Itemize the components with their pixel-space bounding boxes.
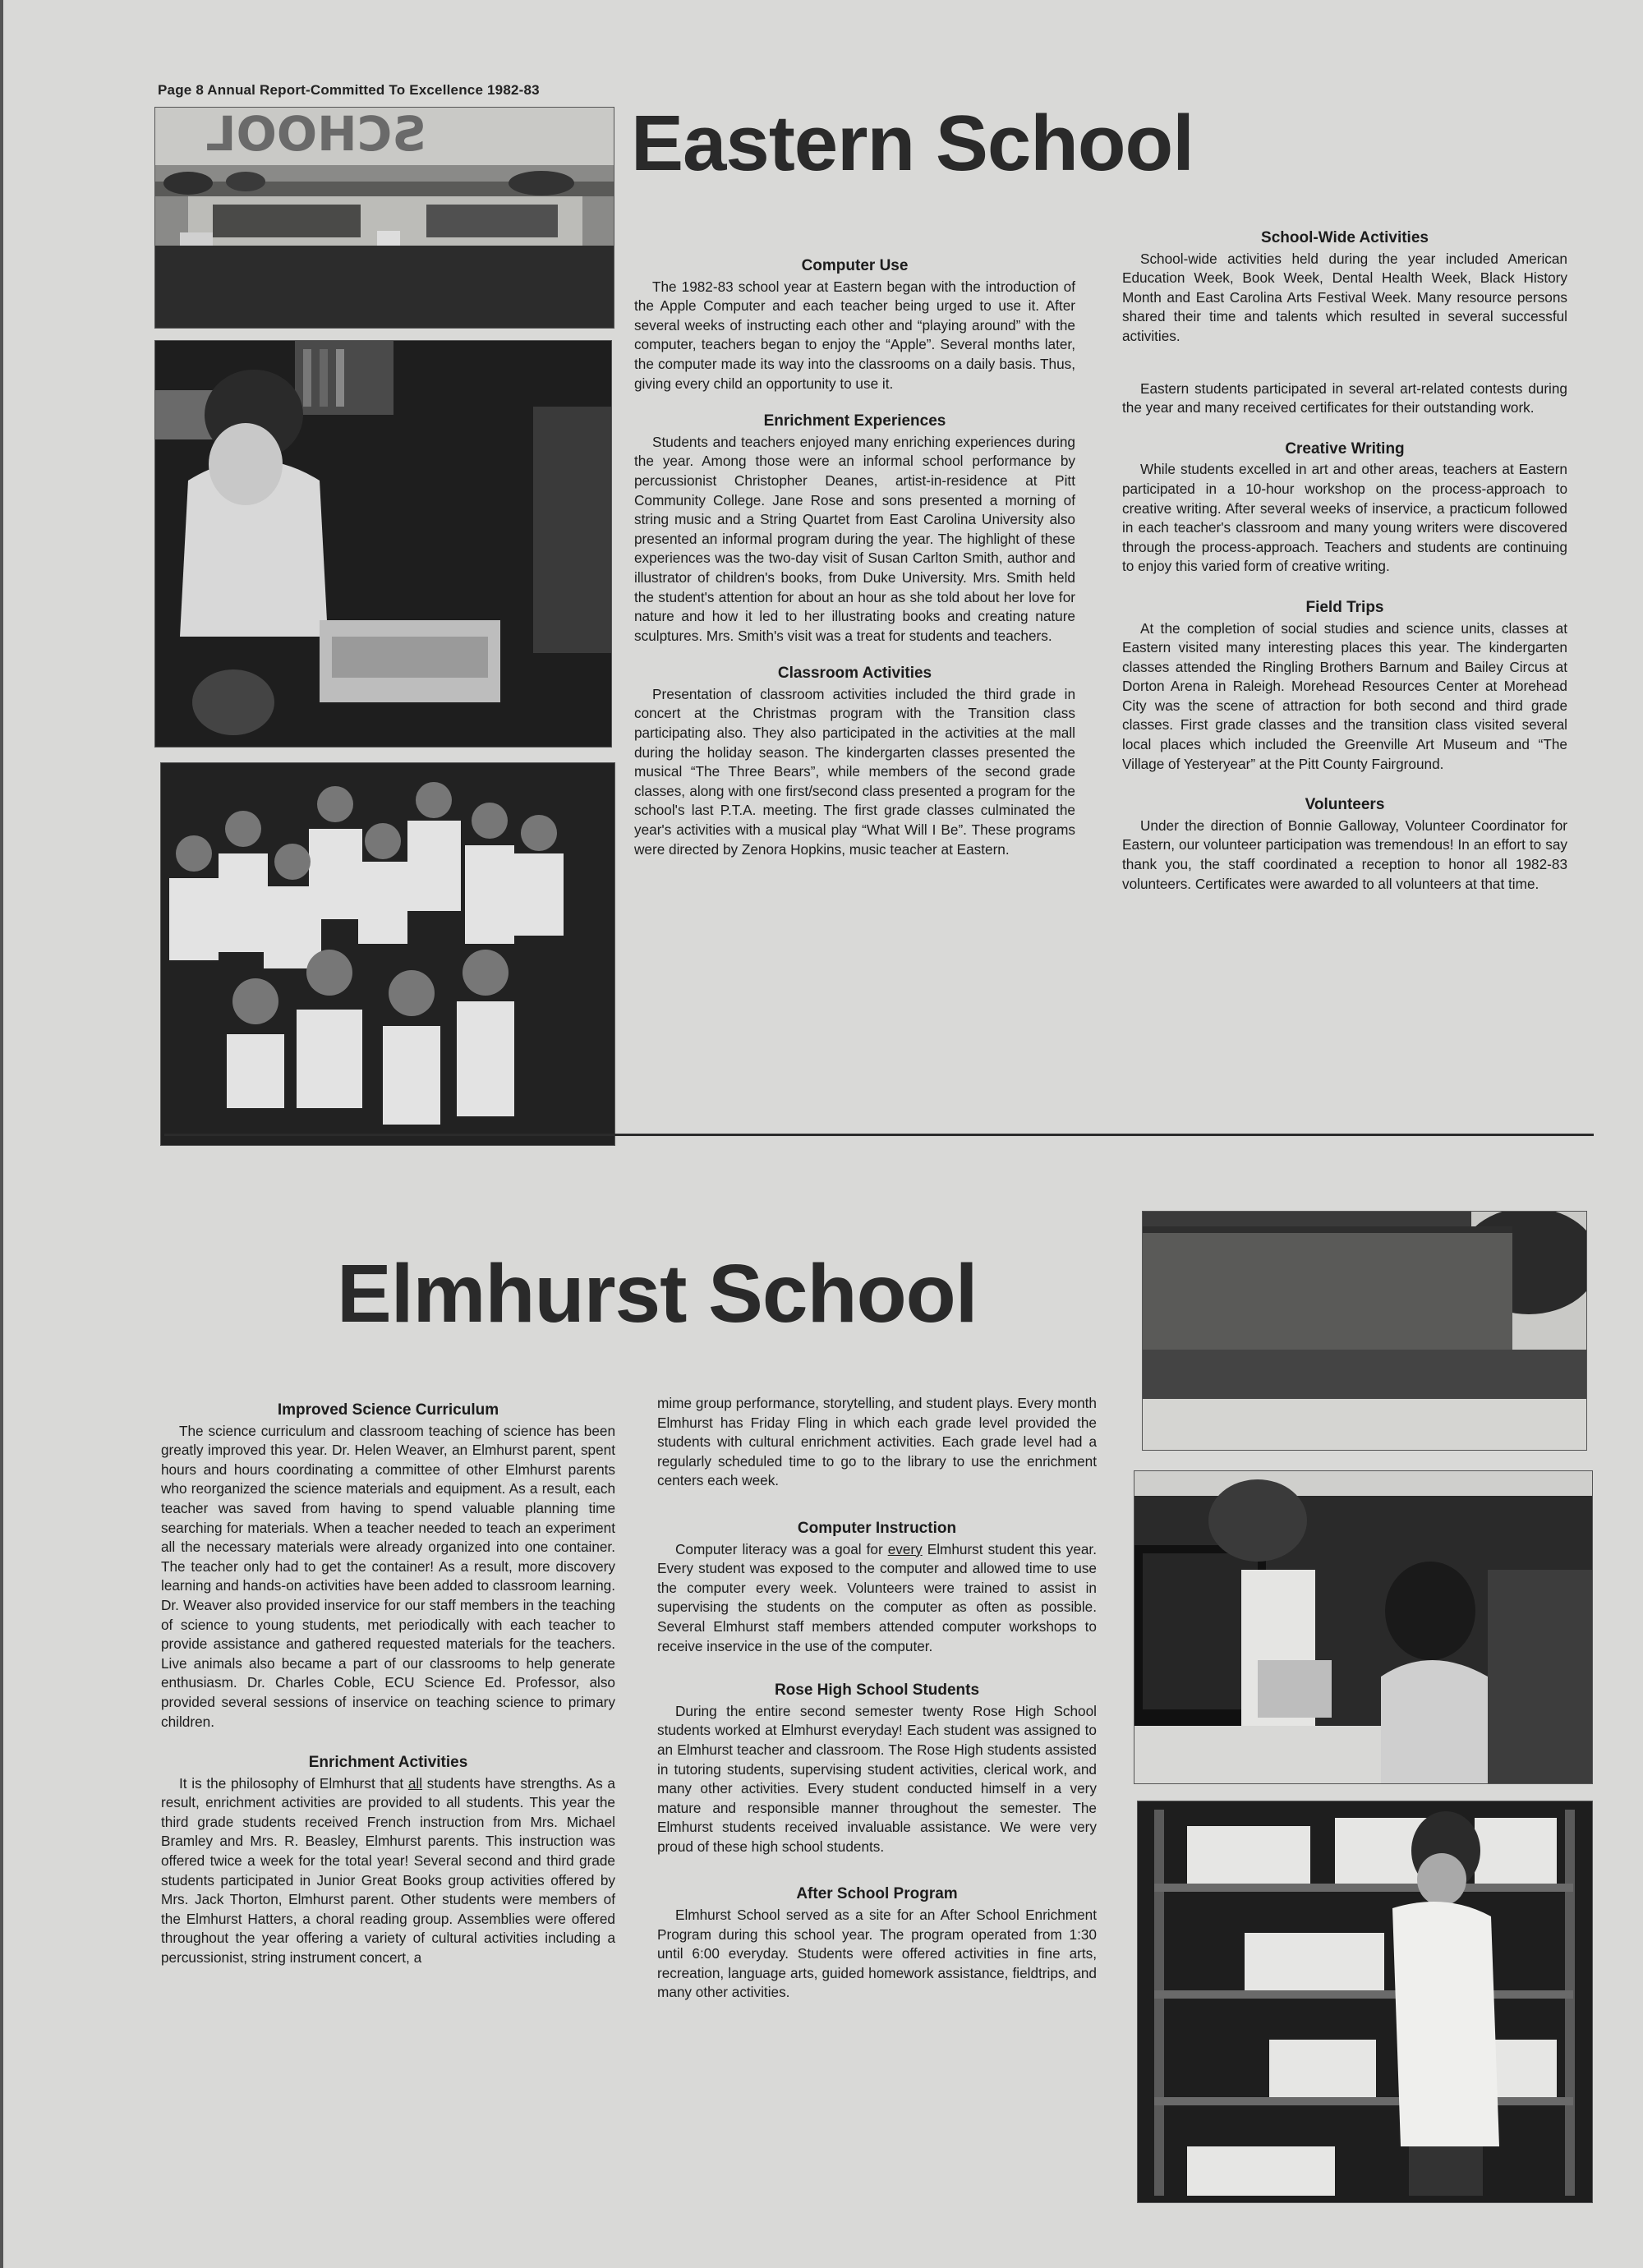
page-folio: Page 8 Annual Report-Committed To Excellence 1982-83 (158, 82, 540, 98)
elmhurst-shelves-photo (1137, 1801, 1593, 2203)
emphasis-text: every (887, 1540, 923, 1557)
section-heading: Creative Writing (1285, 439, 1405, 458)
body-text: Elmhurst student this year. Every student was exposed to the computer and allowed time to use the computer every week. Volunteers were trained to assist in supervising the students on the computer as often as possible. Several Elmhurst staff members attended computer workshops to receive inservice in the use of the computer. (657, 1540, 1097, 1654)
section-body: Presentation of classroom activities included the third grade in concert at the Christmas program with the Transition class participating also. They also participated in the activities at the mall during the holiday season. The kindergarten classes presented the musical “The Three Bears”, while members of the second grade classes, along with one first/second class presented a program for the school's last P.T.A. meeting. The first grade classes culminated the year's activities with a musical play “What Will I Be”. These programs were directed by Zenora Hopkins, music teacher at Eastern. (634, 685, 1075, 858)
section-enrichment-experiences (634, 412, 1075, 646)
section-art-contests (1122, 380, 1567, 418)
sign-text-reversed: SCHOOL (205, 108, 426, 162)
section-body: Eastern students participated in several art-related contests during the year and many received certificates for their outstanding work. (1122, 380, 1567, 416)
section-heading: Rose High School Students (774, 1681, 980, 1700)
eastern-computer-photo (154, 340, 612, 748)
body-text: students have strengths. As a result, enrichment activities are provided to all students. This year the third grade students received French instruction from Mrs. Michael Bramley and Mrs. R. Beasley, Elmhurst parents. This instruction was offered twice a week for the total year! Several second and third grade students participated in Junior Great Books group activities offered by Mrs. Jack Thorton, Elmhurst parent. Other students were members of the Elmhurst Hatters, a choral reading group. Assemblies were offered throughout the year offering a variety of cultural activities including a percussionist, string instrument concert, a (161, 1774, 615, 1967)
eastern-headline: Eastern School (631, 99, 1194, 187)
section-body: During the entire second semester twenty Rose High School students worked at Elmhurst everyday! Each student was assigned to an Elmhurst teacher and classroom. The Rose High students assisted in tutoring students, supervising student activities, clerical work, and many other activities. Every student conducted himself in a very mature and responsible manner throughout the semester. The Elmhurst students received invaluable assistance. We were very proud of these high school students. (657, 1702, 1097, 1855)
section-divider-rule (164, 1134, 1594, 1136)
eastern-group-photo (160, 762, 615, 1146)
section-heading: Enrichment Experiences (763, 412, 946, 430)
section-body: Elmhurst School served as a site for an After School Enrichment Program during this school year. The program operated from 1:30 until 6:00 everyday. Students were offered activities in fine arts, recreation, language arts, guided homework assistance, fieldtrips, and many other activities. (657, 1907, 1097, 2001)
section-classroom-activities (634, 664, 1075, 859)
section-body: The science curriculum and classroom teaching of science has been greatly improved this year. Dr. Helen Weaver, an Elmhurst parent, spent hours and hours coordinating a committee of other Elmhurst parents who reorganized the science materials and equipment. As a result, each teacher was saved from having to spend valuable planning time searching for materials. When a teacher needed to teach an experiment all the necessary materials were already organized into one container. The teacher only had to get the container! As a result, more discovery learning and hands-on activities have been added to classroom learning. Dr. Weaver also provided inservice for our staff members in the teaching of science to young students, met periodically with each teacher to provide assistance and gathered requested materials for the teachers. Live animals also became a part of our classrooms to help generate enthusiasm. Dr. Charles Coble, ECU Science Ed. Professor, also provided several sessions of inservice on teaching science to primary children. (161, 1422, 615, 1730)
eastern-column-2 (1122, 228, 1567, 894)
section-heading: Improved Science Curriculum (277, 1401, 499, 1419)
elmhurst-building-photo (1142, 1211, 1587, 1451)
section-body: While students excelled in art and other areas, teachers at Eastern participated in a 10-hour workshop on the process-approach to creative writing. After several weeks of inservice, a practicum followed in each teacher's classroom and many young writers were discovered through the process-approach. Teachers and students are continuing to enjoy this varied form of creative writing. (1122, 461, 1567, 575)
section-creative-writing (1122, 439, 1567, 577)
section-body: mime group performance, storytelling, and student plays. Every month Elmhurst has Friday Fling in which each grade level provided the students with cultural enrichment activities. Each grade level had a regularly scheduled time to go to the library to use the enrichment centers each week. (657, 1395, 1097, 1489)
section-heading: Field Trips (1305, 598, 1384, 616)
section-improved-science-curriculum (161, 1401, 615, 1732)
section-body: The 1982-83 school year at Eastern began with the introduction of the Apple Computer and each teacher being urged to use it. After several weeks of instructing each other and “playing around” with the computer, teachers began to enjoy the “Apple”. Several months later, the computer made its way into the classrooms on a daily basis. Thus, giving every child an opportunity to use it. (634, 278, 1075, 392)
section-after-school-program (657, 1884, 1097, 2003)
elmhurst-column-1 (161, 1401, 615, 1968)
elmhurst-computer-photo (1134, 1470, 1593, 1784)
section-heading: After School Program (796, 1885, 958, 1903)
section-heading: Computer Use (801, 257, 909, 274)
section-enrichment-activities (161, 1753, 615, 1968)
section-computer-instruction (657, 1519, 1097, 1656)
elmhurst-headline: Elmhurst School (337, 1248, 978, 1340)
section-body: Under the direction of Bonnie Galloway, Volunteer Coordinator for Eastern, our volunteer participation was tremendous! In an effort to say thank you, the staff coordinated a reception to honor all 1982-83 volunteers. Certificates were awarded to all volunteers at that time. (1122, 817, 1567, 892)
body-text: It is the philosophy of Elmhurst that (179, 1774, 408, 1792)
section-computer-use (634, 256, 1075, 393)
eastern-building-photo (154, 107, 614, 329)
emphasis-text: all (407, 1774, 423, 1792)
section-field-trips (1122, 598, 1567, 774)
body-text: Computer literacy was a goal for (675, 1540, 888, 1557)
elmhurst-column-2 (657, 1394, 1097, 2003)
section-school-wide-activities (1122, 228, 1567, 347)
section-body: School-wide activities held during the year included American Education Week, Book Week, Dental Health Week, Black History Month and East Carolina Arts Festival Week. Many resource persons shared their time and talents which resulted in several successful activities. (1122, 250, 1567, 344)
section-heading: Classroom Activities (777, 665, 932, 683)
page-edge (0, 0, 3, 2268)
eastern-column-1 (634, 256, 1075, 859)
section-rose-high-school-students (657, 1681, 1097, 1856)
section-heading: School-Wide Activities (1261, 229, 1429, 246)
section-body (161, 1774, 615, 1968)
section-body: Students and teachers enjoyed many enriching experiences during the year. Among those were an informal school performance by percussionist Christopher Deanes, artist-in-residence at Pitt Community College. Jane Rose and sons presented a morning of string music and a String Quartet from East Carolina University also presented an informal program during the year. The highlight of these experiences was the two-day visit of Susan Carlton Smith, author and illustrator of children's books, from Duke University. Mrs. Smith held the student's attention for about an hour as she told about her love for nature and how it led to her illustrating books and creating nature sculptures. Mrs. Smith's visit was a treat for students and teachers. (634, 433, 1075, 644)
section-body: At the completion of social studies and science units, classes at Eastern visited many interesting places this year. The kindergarten classes attended the Ringling Brothers Barnum and Bailey Circus at Dorton Arena in Raleigh. Morehead Resources Center at Morehead City was the scene of attraction for both second and third grade classes. First grade classes and the transition class visited several local places which included the Greenville Art Museum and “The Village of Yesteryear” at the Pitt County Fairground. (1122, 619, 1567, 772)
section-volunteers (1122, 795, 1567, 894)
section-heading: Enrichment Activities (308, 1754, 468, 1772)
section-body (657, 1540, 1097, 1657)
section-enrichment-continued (657, 1394, 1097, 1491)
section-heading: Computer Instruction (797, 1519, 957, 1537)
section-heading: Volunteers (1305, 796, 1385, 814)
